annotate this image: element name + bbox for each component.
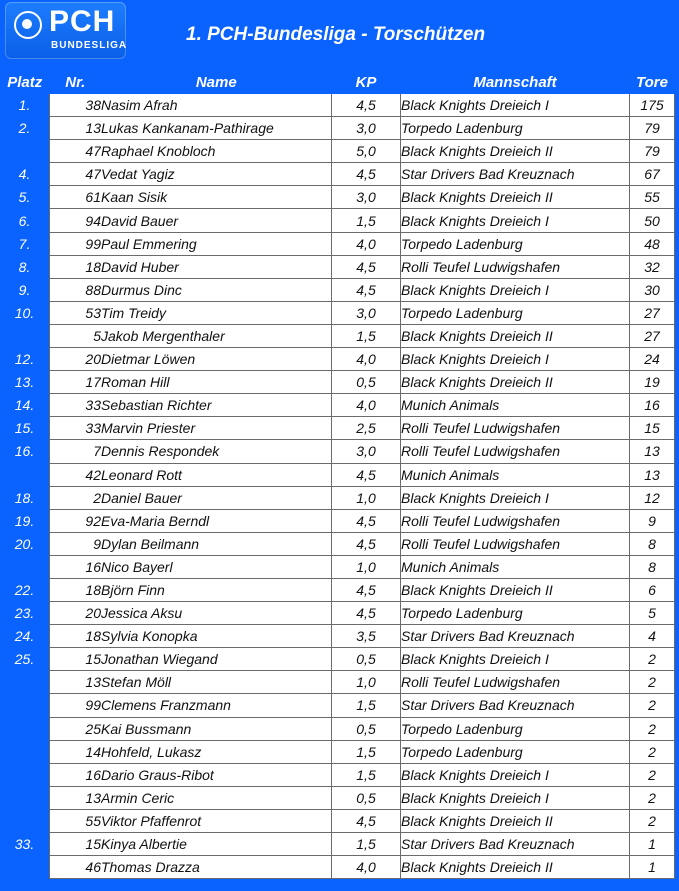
- cell-tore: 4: [630, 625, 675, 648]
- cell-nr: 53: [50, 301, 102, 324]
- cell-tore: 2: [630, 694, 675, 717]
- cell-platz: 7.: [0, 232, 50, 255]
- cell-tore: 2: [630, 671, 675, 694]
- table-row: [0, 602, 675, 625]
- cell-kp: 4,5: [332, 602, 401, 625]
- table-row: [0, 209, 675, 232]
- cell-nr: 20: [50, 602, 102, 625]
- cell-nr: 55: [50, 809, 102, 832]
- cell-team: Rolli Teufel Ludwigshafen: [401, 509, 630, 532]
- cell-name: Nasim Afrah: [101, 94, 332, 117]
- table-row: [0, 786, 675, 809]
- cell-platz: 4.: [0, 163, 50, 186]
- cell-team: Black Knights Dreieich I: [401, 486, 630, 509]
- table-row: [0, 324, 675, 347]
- cell-nr: 15: [50, 648, 102, 671]
- cell-team: Black Knights Dreieich II: [401, 186, 630, 209]
- cell-kp: 4,5: [332, 278, 401, 301]
- cell-platz: 24.: [0, 625, 50, 648]
- cell-nr: 13: [50, 117, 102, 140]
- table-row: [0, 763, 675, 786]
- cell-tore: 2: [630, 740, 675, 763]
- cell-team: Rolli Teufel Ludwigshafen: [401, 417, 630, 440]
- cell-tore: 27: [630, 324, 675, 347]
- cell-nr: 99: [50, 694, 102, 717]
- cell-kp: 0,5: [332, 371, 401, 394]
- cell-name: Vedat Yagiz: [101, 163, 332, 186]
- table-row: [0, 648, 675, 671]
- cell-name: Jakob Mergenthaler: [101, 324, 332, 347]
- cell-nr: 88: [50, 278, 102, 301]
- cell-team: Black Knights Dreieich II: [401, 140, 630, 163]
- cell-team: Black Knights Dreieich I: [401, 763, 630, 786]
- table-row: [0, 278, 675, 301]
- cell-platz: 19.: [0, 509, 50, 532]
- cell-nr: 94: [50, 209, 102, 232]
- cell-name: David Huber: [101, 255, 332, 278]
- cell-kp: 4,0: [332, 856, 401, 879]
- cell-platz: 20.: [0, 532, 50, 555]
- cell-name: Dario Graus-Ribot: [101, 763, 332, 786]
- cell-team: Rolli Teufel Ludwigshafen: [401, 440, 630, 463]
- cell-team: Black Knights Dreieich II: [401, 578, 630, 601]
- cell-tore: 67: [630, 163, 675, 186]
- cell-name: Clemens Franzmann: [101, 694, 332, 717]
- cell-tore: 6: [630, 578, 675, 601]
- table-row: [0, 555, 675, 578]
- cell-kp: 1,0: [332, 671, 401, 694]
- cell-platz: 6.: [0, 209, 50, 232]
- cell-nr: 13: [50, 786, 102, 809]
- cell-kp: 0,5: [332, 717, 401, 740]
- header-row: [0, 72, 675, 94]
- header-team: Mannschaft: [401, 72, 630, 94]
- cell-name: Dietmar Löwen: [101, 348, 332, 371]
- cell-platz: [0, 140, 50, 163]
- cell-platz: 25.: [0, 648, 50, 671]
- cell-kp: 3,5: [332, 625, 401, 648]
- cell-tore: 48: [630, 232, 675, 255]
- cell-platz: 9.: [0, 278, 50, 301]
- cell-tore: 32: [630, 255, 675, 278]
- cell-platz: [0, 671, 50, 694]
- cell-kp: 4,5: [332, 532, 401, 555]
- cell-nr: 16: [50, 555, 102, 578]
- cell-tore: 13: [630, 463, 675, 486]
- cell-platz: 5.: [0, 186, 50, 209]
- header-nr: Nr.: [50, 72, 102, 94]
- cell-team: Black Knights Dreieich I: [401, 348, 630, 371]
- cell-nr: 9: [50, 532, 102, 555]
- table-row: [0, 232, 675, 255]
- cell-platz: 2.: [0, 117, 50, 140]
- cell-name: Dylan Beilmann: [101, 532, 332, 555]
- cell-kp: 1,5: [332, 763, 401, 786]
- cell-team: Black Knights Dreieich I: [401, 786, 630, 809]
- table-row: [0, 348, 675, 371]
- cell-tore: 5: [630, 602, 675, 625]
- ball-icon: [14, 11, 42, 39]
- cell-platz: [0, 694, 50, 717]
- cell-kp: 4,0: [332, 232, 401, 255]
- header-platz: Platz: [0, 72, 50, 94]
- header-name: Name: [101, 72, 332, 94]
- cell-name: Roman Hill: [101, 371, 332, 394]
- table-row: [0, 809, 675, 832]
- cell-team: Rolli Teufel Ludwigshafen: [401, 532, 630, 555]
- cell-team: Torpedo Ladenburg: [401, 740, 630, 763]
- cell-nr: 42: [50, 463, 102, 486]
- cell-name: Sebastian Richter: [101, 394, 332, 417]
- cell-platz: 1.: [0, 94, 50, 117]
- cell-kp: 0,5: [332, 786, 401, 809]
- cell-team: Black Knights Dreieich II: [401, 324, 630, 347]
- cell-name: Nico Bayerl: [101, 555, 332, 578]
- cell-name: Hohfeld, Lukasz: [101, 740, 332, 763]
- table-row: [0, 509, 675, 532]
- cell-tore: 50: [630, 209, 675, 232]
- cell-name: Marvin Priester: [101, 417, 332, 440]
- scorers-table: [0, 72, 675, 879]
- cell-nr: 13: [50, 671, 102, 694]
- cell-kp: 3,0: [332, 186, 401, 209]
- cell-nr: 17: [50, 371, 102, 394]
- table-row: [0, 463, 675, 486]
- cell-name: Dennis Respondek: [101, 440, 332, 463]
- cell-platz: 10.: [0, 301, 50, 324]
- cell-name: Jessica Aksu: [101, 602, 332, 625]
- cell-nr: 47: [50, 140, 102, 163]
- cell-team: Star Drivers Bad Kreuznach: [401, 625, 630, 648]
- cell-team: Star Drivers Bad Kreuznach: [401, 694, 630, 717]
- cell-tore: 24: [630, 348, 675, 371]
- cell-nr: 18: [50, 255, 102, 278]
- cell-name: David Bauer: [101, 209, 332, 232]
- cell-name: Björn Finn: [101, 578, 332, 601]
- cell-nr: 16: [50, 763, 102, 786]
- cell-nr: 14: [50, 740, 102, 763]
- cell-kp: 3,0: [332, 301, 401, 324]
- cell-tore: 1: [630, 833, 675, 856]
- cell-kp: 4,5: [332, 163, 401, 186]
- cell-nr: 92: [50, 509, 102, 532]
- cell-team: Torpedo Ladenburg: [401, 602, 630, 625]
- cell-platz: [0, 463, 50, 486]
- cell-nr: 33: [50, 417, 102, 440]
- table-row: [0, 671, 675, 694]
- table-row: [0, 717, 675, 740]
- cell-tore: 2: [630, 763, 675, 786]
- cell-tore: 13: [630, 440, 675, 463]
- cell-name: Paul Emmering: [101, 232, 332, 255]
- cell-team: Black Knights Dreieich II: [401, 809, 630, 832]
- cell-nr: 18: [50, 578, 102, 601]
- cell-name: Jonathan Wiegand: [101, 648, 332, 671]
- cell-team: Munich Animals: [401, 394, 630, 417]
- cell-tore: 27: [630, 301, 675, 324]
- cell-team: Black Knights Dreieich I: [401, 278, 630, 301]
- cell-platz: 12.: [0, 348, 50, 371]
- cell-team: Star Drivers Bad Kreuznach: [401, 163, 630, 186]
- cell-nr: 47: [50, 163, 102, 186]
- cell-name: Kinya Albertie: [101, 833, 332, 856]
- cell-name: Kaan Sisik: [101, 186, 332, 209]
- cell-team: Rolli Teufel Ludwigshafen: [401, 671, 630, 694]
- cell-kp: 3,0: [332, 117, 401, 140]
- cell-name: Armin Ceric: [101, 786, 332, 809]
- table-row: [0, 371, 675, 394]
- cell-nr: 15: [50, 833, 102, 856]
- cell-nr: 2: [50, 486, 102, 509]
- table-row: [0, 394, 675, 417]
- cell-kp: 5,0: [332, 140, 401, 163]
- cell-nr: 5: [50, 324, 102, 347]
- cell-platz: [0, 717, 50, 740]
- cell-team: Rolli Teufel Ludwigshafen: [401, 255, 630, 278]
- cell-kp: 1,5: [332, 209, 401, 232]
- cell-kp: 1,5: [332, 324, 401, 347]
- cell-kp: 1,0: [332, 555, 401, 578]
- cell-tore: 2: [630, 717, 675, 740]
- cell-tore: 8: [630, 532, 675, 555]
- cell-nr: 7: [50, 440, 102, 463]
- cell-nr: 20: [50, 348, 102, 371]
- cell-tore: 12: [630, 486, 675, 509]
- cell-name: Leonard Rott: [101, 463, 332, 486]
- cell-name: Raphael Knobloch: [101, 140, 332, 163]
- cell-platz: 33.: [0, 833, 50, 856]
- cell-platz: 8.: [0, 255, 50, 278]
- cell-platz: 15.: [0, 417, 50, 440]
- table-row: [0, 94, 675, 117]
- cell-tore: 8: [630, 555, 675, 578]
- cell-name: Thomas Drazza: [101, 856, 332, 879]
- cell-tore: 9: [630, 509, 675, 532]
- table-row: [0, 140, 675, 163]
- cell-kp: 4,0: [332, 348, 401, 371]
- cell-tore: 55: [630, 186, 675, 209]
- cell-name: Lukas Kankanam-Pathirage: [101, 117, 332, 140]
- cell-kp: 1,5: [332, 740, 401, 763]
- cell-team: Munich Animals: [401, 463, 630, 486]
- page-title: 1. PCH-Bundesliga - Torschützen: [186, 24, 486, 45]
- cell-kp: 4,5: [332, 809, 401, 832]
- cell-tore: 175: [630, 94, 675, 117]
- logo-text: PCH: [49, 5, 116, 38]
- logo-subtext: BUNDESLIGA: [51, 40, 128, 51]
- cell-tore: 15: [630, 417, 675, 440]
- cell-team: Torpedo Ladenburg: [401, 717, 630, 740]
- table-row: [0, 578, 675, 601]
- cell-name: Sylvia Konopka: [101, 625, 332, 648]
- header-tore: Tore: [630, 72, 675, 94]
- cell-tore: 2: [630, 809, 675, 832]
- cell-kp: 4,0: [332, 394, 401, 417]
- cell-team: Black Knights Dreieich I: [401, 94, 630, 117]
- cell-kp: 3,0: [332, 440, 401, 463]
- cell-tore: 79: [630, 117, 675, 140]
- cell-kp: 4,5: [332, 509, 401, 532]
- cell-platz: 13.: [0, 371, 50, 394]
- cell-platz: [0, 324, 50, 347]
- cell-nr: 38: [50, 94, 102, 117]
- cell-tore: 16: [630, 394, 675, 417]
- cell-tore: 19: [630, 371, 675, 394]
- cell-platz: 16.: [0, 440, 50, 463]
- cell-platz: 22.: [0, 578, 50, 601]
- cell-tore: 1: [630, 856, 675, 879]
- cell-kp: 1,5: [332, 833, 401, 856]
- cell-nr: 46: [50, 856, 102, 879]
- cell-name: Tim Treidy: [101, 301, 332, 324]
- cell-platz: [0, 786, 50, 809]
- table-row: [0, 833, 675, 856]
- table-row: [0, 255, 675, 278]
- cell-platz: 18.: [0, 486, 50, 509]
- cell-nr: 25: [50, 717, 102, 740]
- cell-platz: [0, 856, 50, 879]
- header-kp: KP: [332, 72, 401, 94]
- cell-team: Black Knights Dreieich I: [401, 209, 630, 232]
- table-row: [0, 486, 675, 509]
- cell-kp: 0,5: [332, 648, 401, 671]
- cell-nr: 61: [50, 186, 102, 209]
- cell-name: Stefan Möll: [101, 671, 332, 694]
- cell-tore: 79: [630, 140, 675, 163]
- cell-team: Black Knights Dreieich II: [401, 371, 630, 394]
- cell-name: Durmus Dinc: [101, 278, 332, 301]
- table-row: [0, 740, 675, 763]
- cell-nr: 18: [50, 625, 102, 648]
- cell-tore: 2: [630, 786, 675, 809]
- table-row: [0, 694, 675, 717]
- cell-platz: [0, 763, 50, 786]
- cell-kp: 4,5: [332, 255, 401, 278]
- cell-nr: 99: [50, 232, 102, 255]
- cell-team: Black Knights Dreieich II: [401, 856, 630, 879]
- cell-tore: 2: [630, 648, 675, 671]
- cell-kp: 2,5: [332, 417, 401, 440]
- cell-kp: 4,5: [332, 94, 401, 117]
- table-row: [0, 186, 675, 209]
- cell-platz: 23.: [0, 602, 50, 625]
- cell-tore: 30: [630, 278, 675, 301]
- cell-team: Munich Animals: [401, 555, 630, 578]
- table-row: [0, 532, 675, 555]
- table-row: [0, 625, 675, 648]
- cell-kp: 1,0: [332, 486, 401, 509]
- cell-platz: 14.: [0, 394, 50, 417]
- cell-platz: [0, 555, 50, 578]
- table-row: [0, 856, 675, 879]
- cell-kp: 4,5: [332, 463, 401, 486]
- table-row: [0, 163, 675, 186]
- table-row: [0, 117, 675, 140]
- cell-team: Torpedo Ladenburg: [401, 301, 630, 324]
- cell-name: Eva-Maria Berndl: [101, 509, 332, 532]
- table-row: [0, 417, 675, 440]
- cell-team: Black Knights Dreieich I: [401, 648, 630, 671]
- cell-team: Torpedo Ladenburg: [401, 117, 630, 140]
- cell-name: Kai Bussmann: [101, 717, 332, 740]
- cell-team: Star Drivers Bad Kreuznach: [401, 833, 630, 856]
- table-row: [0, 440, 675, 463]
- pch-logo: [5, 2, 126, 59]
- cell-name: Viktor Pfaffenrot: [101, 809, 332, 832]
- cell-kp: 1,5: [332, 694, 401, 717]
- cell-team: Torpedo Ladenburg: [401, 232, 630, 255]
- cell-name: Daniel Bauer: [101, 486, 332, 509]
- table-row: [0, 301, 675, 324]
- cell-nr: 33: [50, 394, 102, 417]
- cell-platz: [0, 809, 50, 832]
- cell-platz: [0, 740, 50, 763]
- cell-kp: 4,5: [332, 578, 401, 601]
